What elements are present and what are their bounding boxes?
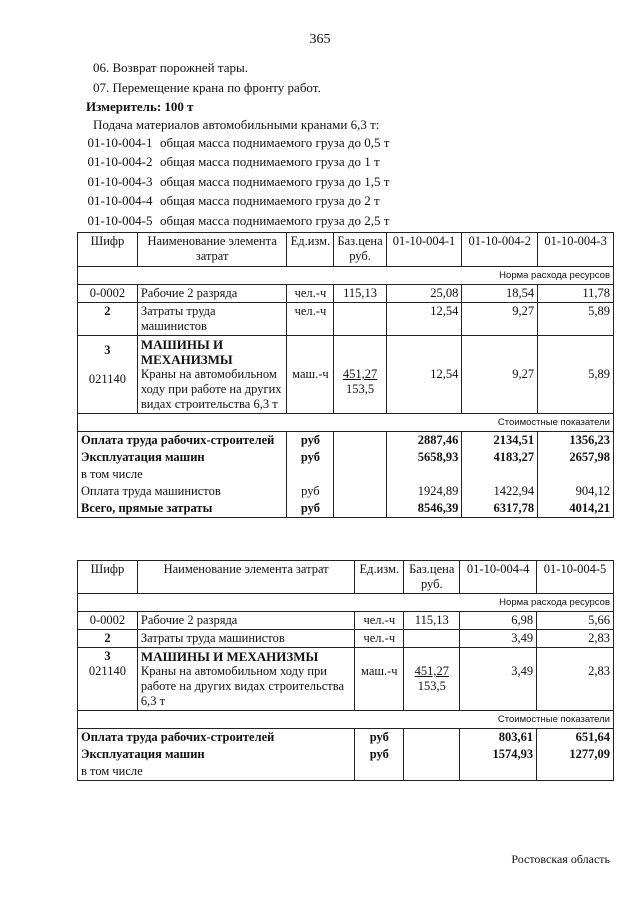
total-price [404, 763, 460, 781]
total-unit: руб [287, 483, 334, 500]
header-price: Баз.цена руб. [334, 233, 386, 267]
cell-unit: маш.-ч [355, 648, 404, 711]
cell-code: 2 [78, 303, 138, 336]
section-code: 3 [104, 343, 111, 357]
total-value: 8546,39 [386, 500, 462, 518]
cell-unit: чел.-ч [287, 285, 334, 303]
cost-label: Стоимостные показатели [78, 711, 614, 729]
header-col-5: 01-10-004-5 [537, 561, 614, 594]
cell-value: 12,54 [386, 303, 462, 336]
machine-name: Краны на автомобильном ходу при работе на других видах строительства 6,3 т [140, 367, 282, 411]
header-price: Баз.цена руб. [404, 561, 460, 594]
header-name: Наименование элемента затрат [137, 561, 354, 594]
table-row [78, 336, 614, 414]
cell-value: 2,83 [537, 630, 614, 648]
cell-price: 115,13 [404, 612, 460, 630]
total-row [78, 483, 614, 500]
cell-value: 5,89 [538, 303, 614, 336]
cost-label-row [78, 711, 614, 729]
intro-line-06: 06. Возврат порожней тары. [93, 60, 248, 75]
code-list-item: 01-10-004-1 общая масса поднимаемого груза до 0,5 т [87, 134, 390, 150]
header-col-3: 01-10-004-3 [538, 233, 614, 267]
cell-unit: чел.-ч [355, 630, 404, 648]
header-unit: Ед.изм. [355, 561, 404, 594]
cell-name: Затраты труда машинистов [137, 630, 354, 648]
header-code: Шифр [78, 233, 138, 267]
table-row [78, 612, 614, 630]
machine-code: 021140 [88, 372, 126, 386]
total-value: 1574,93 [460, 746, 537, 763]
total-value: 2657,98 [538, 449, 614, 466]
cell-value: 6,98 [460, 612, 537, 630]
norm-label-row [78, 267, 614, 285]
total-price [334, 432, 386, 450]
cell-unit: чел.-ч [287, 303, 334, 336]
header-col-4: 01-10-004-4 [460, 561, 537, 594]
cell-name: Рабочие 2 разряда [137, 285, 287, 303]
total-name: Оплата труда рабочих-строителей [78, 729, 355, 747]
norm-label: Норма расхода ресурсов [78, 267, 614, 285]
total-unit [287, 466, 334, 483]
total-unit: руб [287, 449, 334, 466]
table-header-row [78, 233, 614, 267]
section-title: МАШИНЫ И МЕХАНИЗМЫ [140, 337, 233, 367]
total-name: Оплата труда машинистов [78, 483, 287, 500]
cell-price: 451,27 153,5 [404, 648, 460, 711]
total-unit: руб [287, 432, 334, 450]
total-value [538, 466, 614, 483]
cell-price [334, 303, 386, 336]
table-header-row [78, 561, 614, 594]
total-value: 5658,93 [386, 449, 462, 466]
total-row [78, 500, 614, 518]
total-value: 1356,23 [538, 432, 614, 450]
cell-value: 3,49 [460, 648, 537, 711]
code-list-item: 01-10-004-4 общая масса поднимаемого груза до 2 т [87, 193, 380, 209]
total-name: Оплата труда рабочих-строителей [78, 432, 287, 450]
table-row [78, 630, 614, 648]
total-row [78, 449, 614, 466]
resource-table-2 [77, 560, 614, 781]
total-unit: руб [287, 500, 334, 518]
machine-name: Краны на автомобильном ходу при работе на других видах строительства 6,3 т [140, 664, 345, 708]
header-code: Шифр [78, 561, 138, 594]
total-value: 803,61 [460, 729, 537, 747]
section-title: МАШИНЫ И МЕХАНИЗМЫ [140, 649, 319, 664]
cell-name [137, 648, 354, 711]
total-row [78, 466, 614, 483]
total-value [386, 466, 462, 483]
cell-value: 9,27 [462, 303, 538, 336]
total-value: 651,64 [537, 729, 614, 747]
total-value: 2134,51 [462, 432, 538, 450]
cell-code: 2 [78, 630, 138, 648]
total-value [537, 763, 614, 781]
header-col-1: 01-10-004-1 [386, 233, 462, 267]
total-price [334, 449, 386, 466]
header-col-2: 01-10-004-2 [462, 233, 538, 267]
total-value [462, 466, 538, 483]
cost-label-row [78, 414, 614, 432]
total-value: 4014,21 [538, 500, 614, 518]
total-unit: руб [355, 746, 404, 763]
total-name: Всего, прямые затраты [78, 500, 287, 518]
cell-value: 3,49 [460, 630, 537, 648]
total-name: в том числе [78, 466, 287, 483]
cell-value: 2,83 [537, 648, 614, 711]
total-value: 4183,27 [462, 449, 538, 466]
total-row [78, 746, 614, 763]
code-list-item: 01-10-004-5 общая масса поднимаемого груза до 2,5 т [87, 212, 390, 228]
page-number: 365 [309, 32, 331, 47]
intro-line-07: 07. Перемещение крана по фронту работ. [93, 80, 321, 95]
total-unit: руб [355, 729, 404, 747]
total-value: 1422,94 [462, 483, 538, 500]
total-price [334, 466, 386, 483]
total-value: 1924,89 [386, 483, 462, 500]
cell-name: Затраты труда машинистов [137, 303, 287, 336]
total-value: 6317,78 [462, 500, 538, 518]
cell-value: 18,54 [462, 285, 538, 303]
total-value: 2887,46 [386, 432, 462, 450]
cell-value: 5,66 [537, 612, 614, 630]
total-name: Эксплуатация машин [78, 449, 287, 466]
header-name: Наименование элемента затрат [137, 233, 287, 267]
cell-unit: маш.-ч [287, 336, 334, 414]
cell-price: 115,13 [334, 285, 386, 303]
cell-value: 25,08 [386, 285, 462, 303]
cell-value: 5,89 [538, 336, 614, 414]
total-name: в том числе [78, 763, 355, 781]
code-list-item: 01-10-004-2 общая масса поднимаемого груза до 1 т [87, 154, 380, 170]
total-price [404, 729, 460, 747]
total-row [78, 729, 614, 747]
total-name: Эксплуатация машин [78, 746, 355, 763]
cell-code: 0-0002 [78, 285, 138, 303]
cell-value: 9,27 [462, 336, 538, 414]
cell-name: Рабочие 2 разряда [137, 612, 354, 630]
total-value [460, 763, 537, 781]
code-list [80, 133, 389, 231]
total-unit [355, 763, 404, 781]
total-value: 904,12 [538, 483, 614, 500]
cell-price: 451,27 153,5 [334, 336, 386, 414]
cell-value: 11,78 [538, 285, 614, 303]
section-code: 3 [104, 649, 111, 663]
measure-unit: Измеритель: 100 т [86, 99, 194, 114]
cell-price [404, 630, 460, 648]
total-price [334, 483, 386, 500]
norm-label-row [78, 594, 614, 612]
resource-table-1 [77, 232, 614, 518]
cell-unit: чел.-ч [355, 612, 404, 630]
norm-label: Норма расхода ресурсов [78, 594, 614, 612]
table-row [78, 648, 614, 711]
cell-code [78, 648, 138, 711]
cell-code [78, 336, 138, 414]
total-price [404, 746, 460, 763]
cell-name [137, 336, 287, 414]
table-row [78, 303, 614, 336]
code-list-item: 01-10-004-3 общая масса поднимаемого груза до 1,5 т [87, 173, 390, 189]
total-value: 1277,09 [537, 746, 614, 763]
total-price [334, 500, 386, 518]
cell-value: 12,54 [386, 336, 462, 414]
table-row [78, 285, 614, 303]
total-row [78, 432, 614, 450]
cell-code: 0-0002 [78, 612, 138, 630]
cost-label: Стоимостные показатели [78, 414, 614, 432]
supply-heading: Подача материалов автомобильными кранами 6,3 т: [93, 117, 380, 132]
total-row [78, 763, 614, 781]
machine-code: 021140 [88, 664, 126, 678]
header-unit: Ед.изм. [287, 233, 334, 267]
footer-region: Ростовская область [511, 852, 610, 866]
